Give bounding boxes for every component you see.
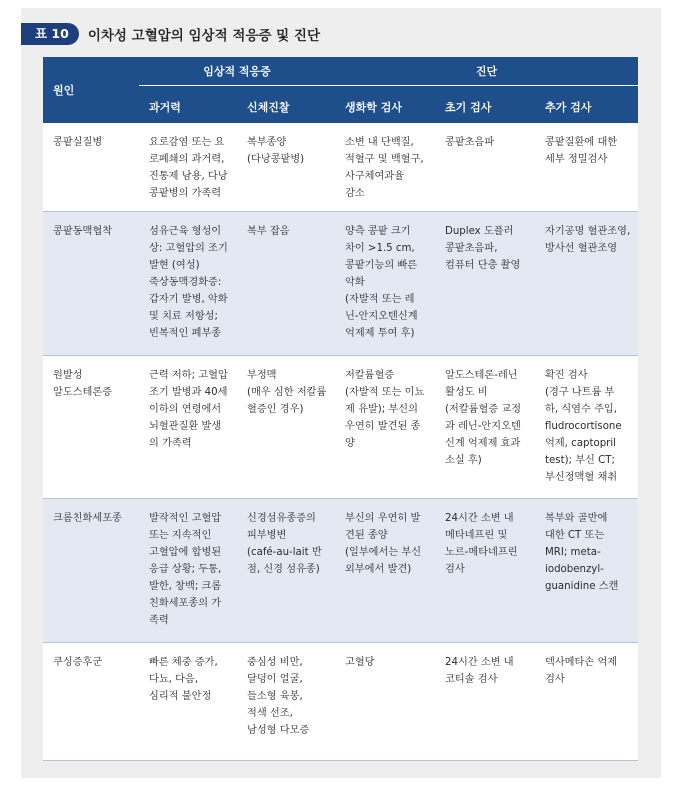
- cell-biochem: 고혈당: [335, 642, 435, 760]
- cell-additional: 덱사메타손 억제 검사: [535, 642, 638, 760]
- header-divider: [335, 85, 638, 86]
- cell-biochem: 저칼륨혈증 (자발적 또는 이뇨 제 유발); 부신의 우연히 발견된 종 양: [335, 355, 435, 498]
- cell-additional: 자기공명 혈관조영, 방사선 혈관조영: [535, 211, 638, 355]
- cell-biochem: 양측 콩팥 크기 차이 >1.5 cm, 콩팥기능의 빠른 악화 (자발적 또는 레 닌-안지오텐신계 억제제 투여 후): [335, 211, 435, 355]
- cell-initial: 알도스테론-레닌 활성도 비 (저칼륨혈증 교정 과 레닌-안지오텐 신계 억제제 효과 소실 후): [435, 355, 535, 498]
- cell-exam: 중심성 비만, 달덩이 얼굴, 들소형 육봉, 적색 선조, 남성형 다모증: [237, 642, 335, 760]
- cell-history: 섬유근육 형성이 상: 고혈압의 조기 발현 (여성) 죽상동맥경화증: 갑자기 발병, 악화 및 치료 저항성; 빈복적인 폐부종: [139, 211, 237, 355]
- header-diagnosis-group: [335, 57, 638, 91]
- cell-additional: 콩팥질환에 대한 세부 정밀검사: [535, 123, 638, 211]
- header-clinical-group-label: 임상적 적응증: [203, 64, 271, 78]
- cell-history: 빠른 체중 증가, 다뇨, 다음, 심리적 불안정: [139, 642, 237, 760]
- table-row: [43, 355, 638, 498]
- secondary-hypertension-table: [43, 57, 638, 761]
- table-title-text: 이차성 고혈압의 임상적 적응증 및 진단: [87, 28, 320, 44]
- cell-cause: 크롬친화세포종: [43, 498, 139, 642]
- table-row: [43, 498, 638, 642]
- header-additional-test: 추가 검사: [535, 91, 638, 123]
- cell-history: 근력 저하; 고혈압 조기 발병과 40세 이하의 연령에서 뇌혈관질환 발생 의 가족력: [139, 355, 237, 498]
- table-row: [43, 211, 638, 355]
- cell-exam: 부정맥 (매우 심한 저칼륨 혈증인 경우): [237, 355, 335, 498]
- cell-initial: 24시간 소변 내 코티솔 검사: [435, 642, 535, 760]
- cell-cause: 원발성 알도스테론증: [43, 355, 139, 498]
- cell-biochem: 부신의 우연히 발 견된 종양 (일부에서는 부신 외부에서 발견): [335, 498, 435, 642]
- table-row: [43, 642, 638, 760]
- cell-initial: 24시간 소변 내 메타네프린 및 노르-메타네프린 검사: [435, 498, 535, 642]
- cell-history: 요로감염 또는 요 로폐쇄의 과거력, 진통제 남용, 다낭 콩팥병의 가족력: [139, 123, 237, 211]
- cell-cause: 콩팥실질병: [43, 123, 139, 211]
- header-cause: 원인: [43, 57, 139, 123]
- cell-biochem: 소변 내 단백질, 적혈구 및 백혈구, 사구체여과율 감소: [335, 123, 435, 211]
- cell-cause: 쿠싱증후군: [43, 642, 139, 760]
- header-history: 과거력: [139, 91, 237, 123]
- table-number-badge: 표 10: [21, 23, 79, 45]
- table-row: [43, 123, 638, 211]
- header-physical-exam: 신체진찰: [237, 91, 335, 123]
- table-title: [21, 23, 320, 45]
- header-initial-test: 초기 검사: [435, 91, 535, 123]
- cell-cause: 콩팥동맥협착: [43, 211, 139, 355]
- cell-additional: 복부와 골반에 대한 CT 또는 MRI; meta- iodobenzyl- guanidine 스캔: [535, 498, 638, 642]
- header-clinical-group: [139, 57, 335, 91]
- cell-exam: 복부종양 (다낭콩팥병): [237, 123, 335, 211]
- cell-initial: Duplex 도플러 콩팥초음파, 컴퓨터 단층 촬영: [435, 211, 535, 355]
- header-biochemistry: 생화학 검사: [335, 91, 435, 123]
- cell-history: 발작적인 고혈압 또는 지속적인 고혈압에 합병된 응급 상황; 두통, 발한, 창백; 크롬 친화세포종의 가 족력: [139, 498, 237, 642]
- cell-additional: 확진 검사 (경구 나트륨 부 하, 식염수 주입, fludrocortisone 억제, captopril test); 부신 CT; 부신정맥혈 채취: [535, 355, 638, 498]
- header-diagnosis-group-label: 진단: [475, 64, 498, 78]
- header-divider: [139, 85, 335, 86]
- cell-exam: 신경섬유종증의 피부병변 (café-au-lait 반 점, 신경 섬유종): [237, 498, 335, 642]
- cell-initial: 콩팥초음파: [435, 123, 535, 211]
- cell-exam: 복부 잡음: [237, 211, 335, 355]
